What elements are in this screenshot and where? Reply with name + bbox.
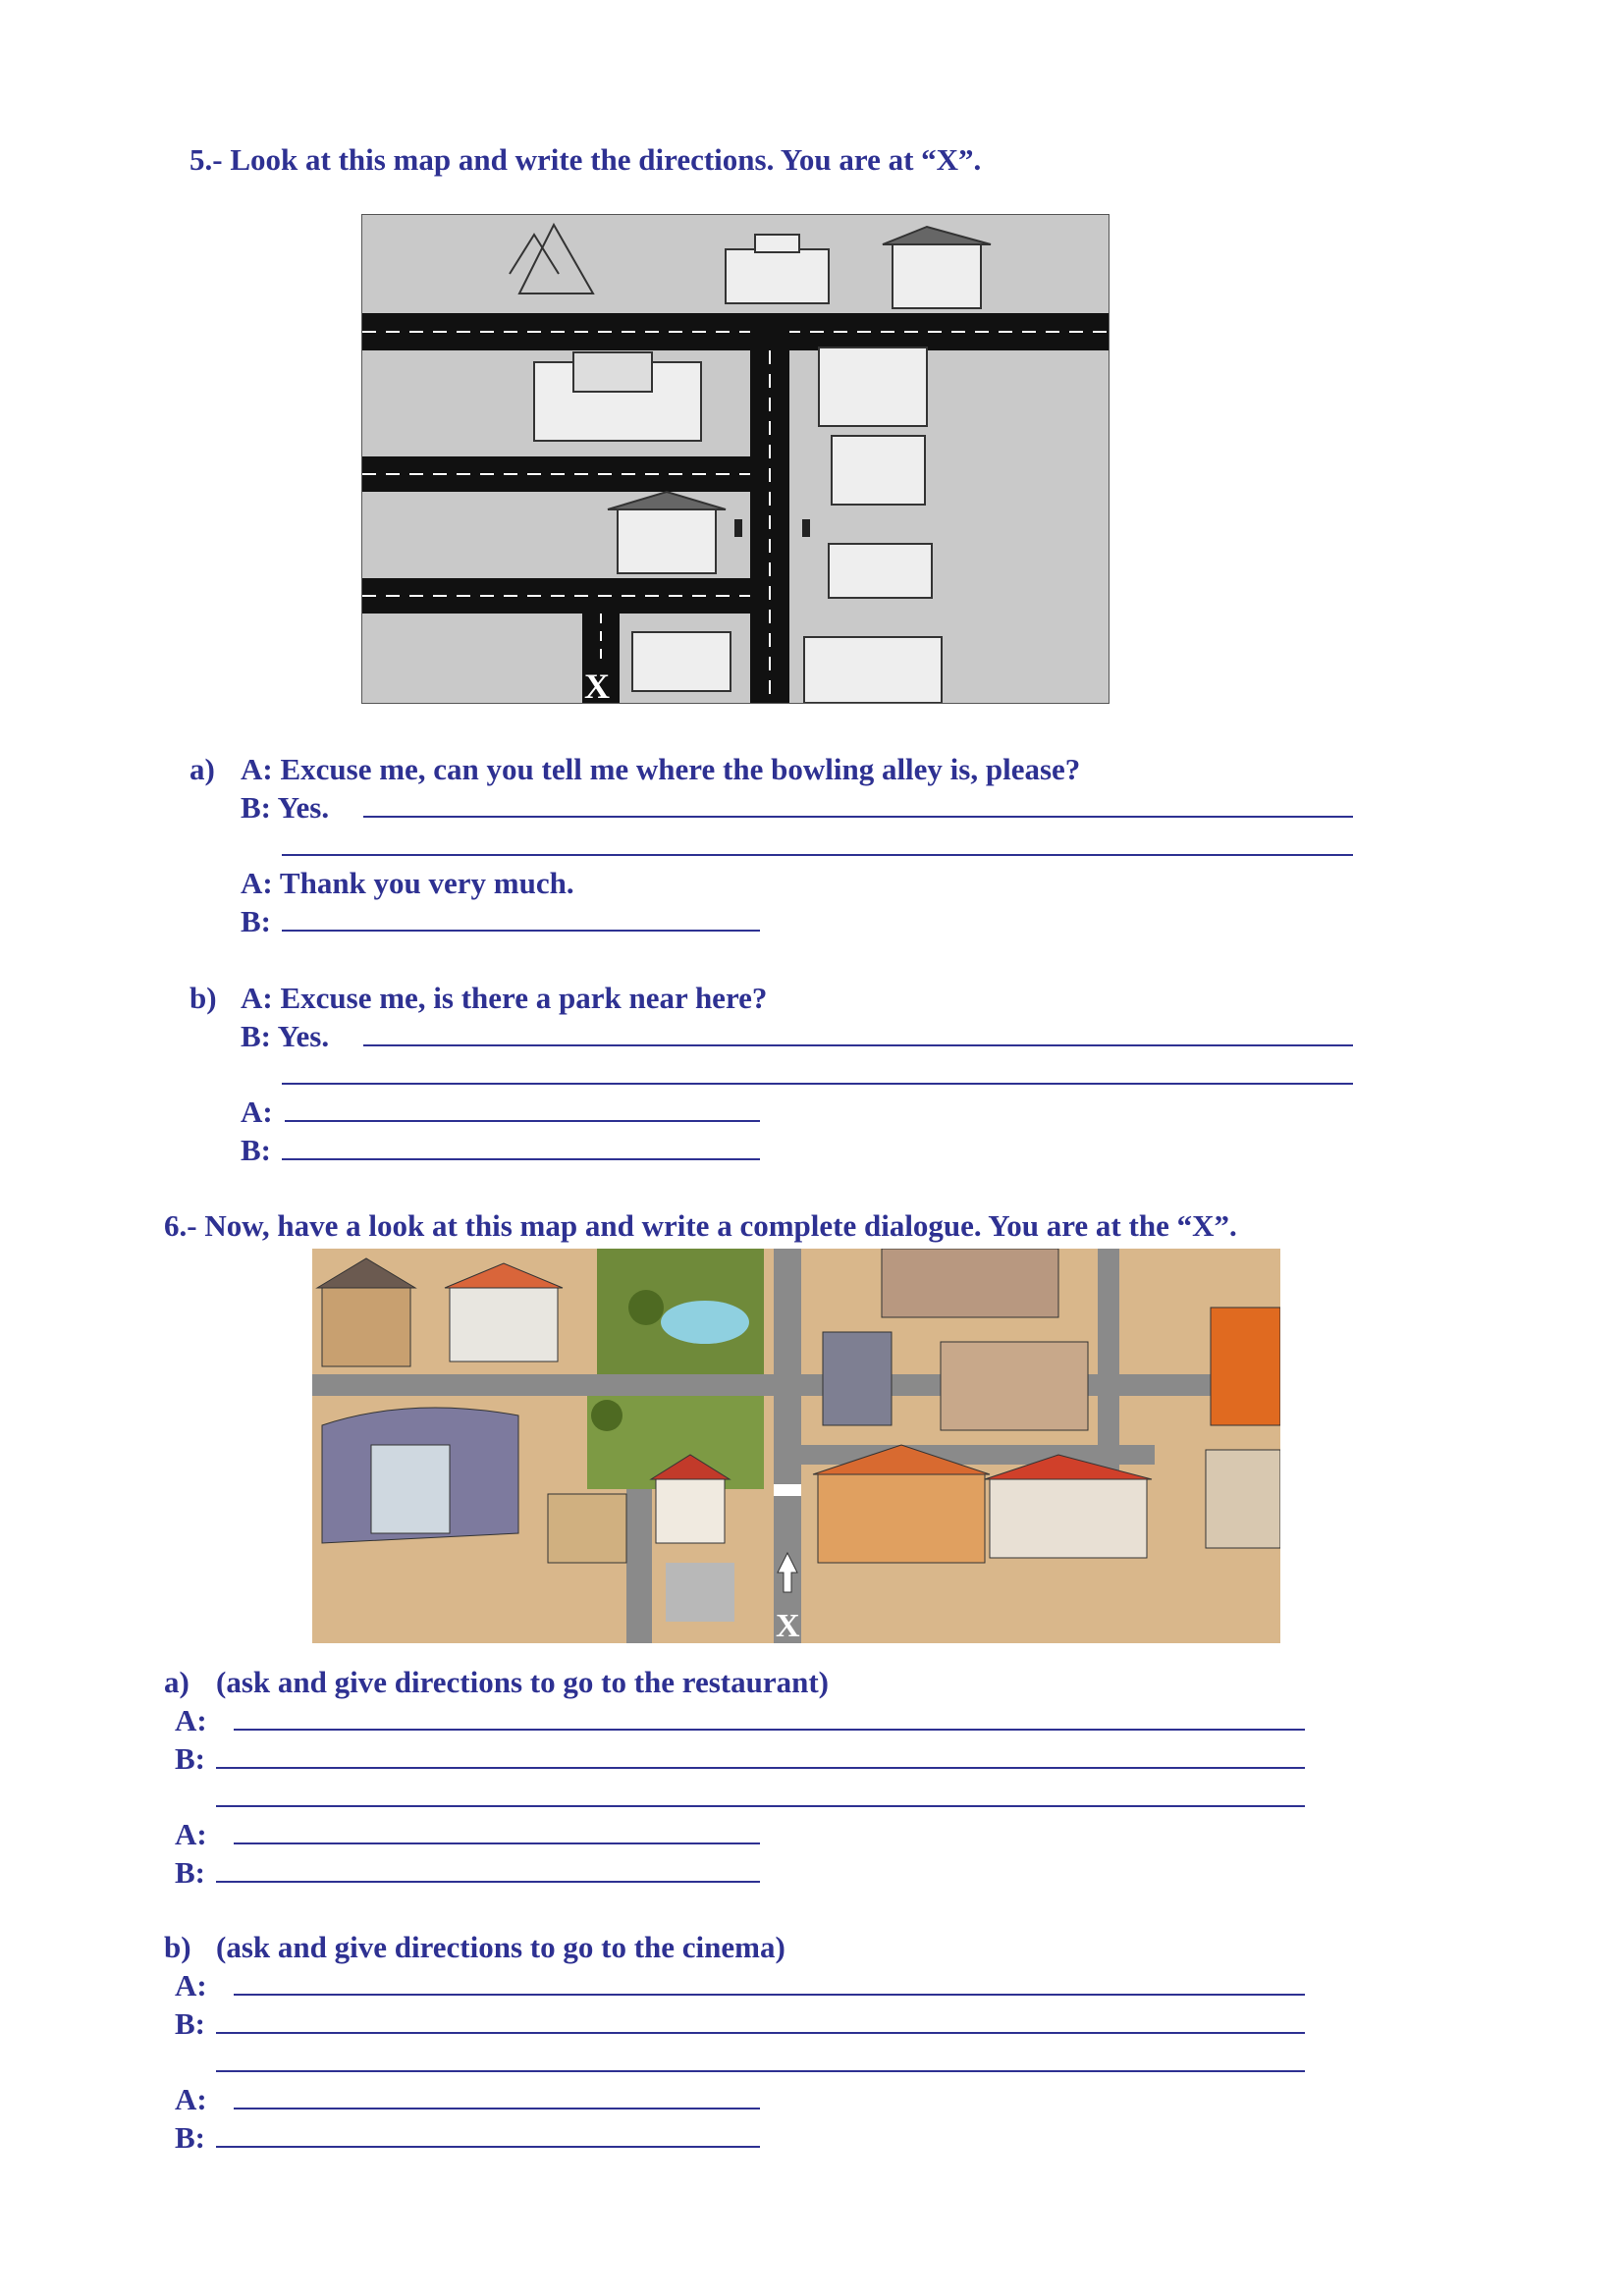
- map1-svg: [362, 215, 1109, 703]
- ex5-a-line3: A: Thank you very much.: [241, 866, 574, 900]
- ex6-a-line-2[interactable]: [216, 1767, 1305, 1769]
- map2-x-marker: X: [776, 1608, 800, 1643]
- ex6-a-speaker-b: B:: [175, 1741, 205, 1776]
- ex6-b-letter: b): [164, 1930, 191, 1964]
- ex6-b-speaker-b2: B:: [175, 2120, 205, 2155]
- ex6-b-prompt: (ask and give directions to go to the cinema): [216, 1930, 785, 1964]
- ex6-b-line-4[interactable]: [234, 2108, 760, 2109]
- ex5-b-line3: A:: [241, 1095, 273, 1129]
- ex5-a-letter: a): [189, 752, 215, 786]
- ex6-b-line-5[interactable]: [216, 2146, 760, 2148]
- map1-x-marker: X: [584, 667, 610, 703]
- ex6-b-speaker-b: B:: [175, 2006, 205, 2041]
- ex6-a-line-1[interactable]: [234, 1729, 1305, 1731]
- ex6-b-speaker-a2: A:: [175, 2082, 207, 2116]
- ex6-a-speaker-a: A:: [175, 1703, 207, 1737]
- ex5-b-line1: A: Excuse me, is there a park near here?: [241, 981, 768, 1015]
- ex5-b-answer-line-3[interactable]: [285, 1120, 760, 1122]
- ex5-b-line4: B:: [241, 1133, 271, 1167]
- ex5-b-answer-line-2[interactable]: [282, 1083, 1353, 1085]
- ex6-a-prompt: (ask and give directions to go to the restaurant): [216, 1665, 829, 1699]
- exercise-6-title: 6.- Now, have a look at this map and write a complete dialogue. You are at the “X”.: [164, 1208, 1237, 1243]
- ex5-a-line1: A: Excuse me, can you tell me where the bowling alley is, please?: [241, 752, 1081, 786]
- ex5-b-letter: b): [189, 981, 217, 1015]
- ex5-b-answer-line-4[interactable]: [282, 1158, 760, 1160]
- ex6-b-line-3[interactable]: [216, 2070, 1305, 2072]
- ex5-a-answer-line-1[interactable]: [363, 816, 1353, 818]
- ex6-b-speaker-a: A:: [175, 1968, 207, 2002]
- ex6-a-speaker-a2: A:: [175, 1817, 207, 1851]
- ex5-a-answer-line-3[interactable]: [282, 930, 760, 932]
- street-map-grayscale: [361, 214, 1110, 704]
- ex6-a-line-3[interactable]: [216, 1805, 1305, 1807]
- map2-svg: [312, 1249, 1280, 1643]
- ex5-a-line2: B: Yes.: [241, 790, 330, 825]
- ex6-b-line-2[interactable]: [216, 2032, 1305, 2034]
- ex6-a-line-5[interactable]: [216, 1881, 760, 1883]
- ex5-a-line4: B:: [241, 904, 271, 938]
- ex5-b-answer-line-1[interactable]: [363, 1044, 1353, 1046]
- ex6-a-letter: a): [164, 1665, 189, 1699]
- ex5-b-line2: B: Yes.: [241, 1019, 330, 1053]
- ex6-a-speaker-b2: B:: [175, 1855, 205, 1890]
- ex6-b-line-1[interactable]: [234, 1994, 1305, 1996]
- ex5-a-answer-line-2[interactable]: [282, 854, 1353, 856]
- town-map-color: [312, 1249, 1280, 1643]
- ex6-a-line-4[interactable]: [234, 1842, 760, 1844]
- exercise-5-title: 5.- Look at this map and write the directions. You are at “X”.: [189, 142, 982, 177]
